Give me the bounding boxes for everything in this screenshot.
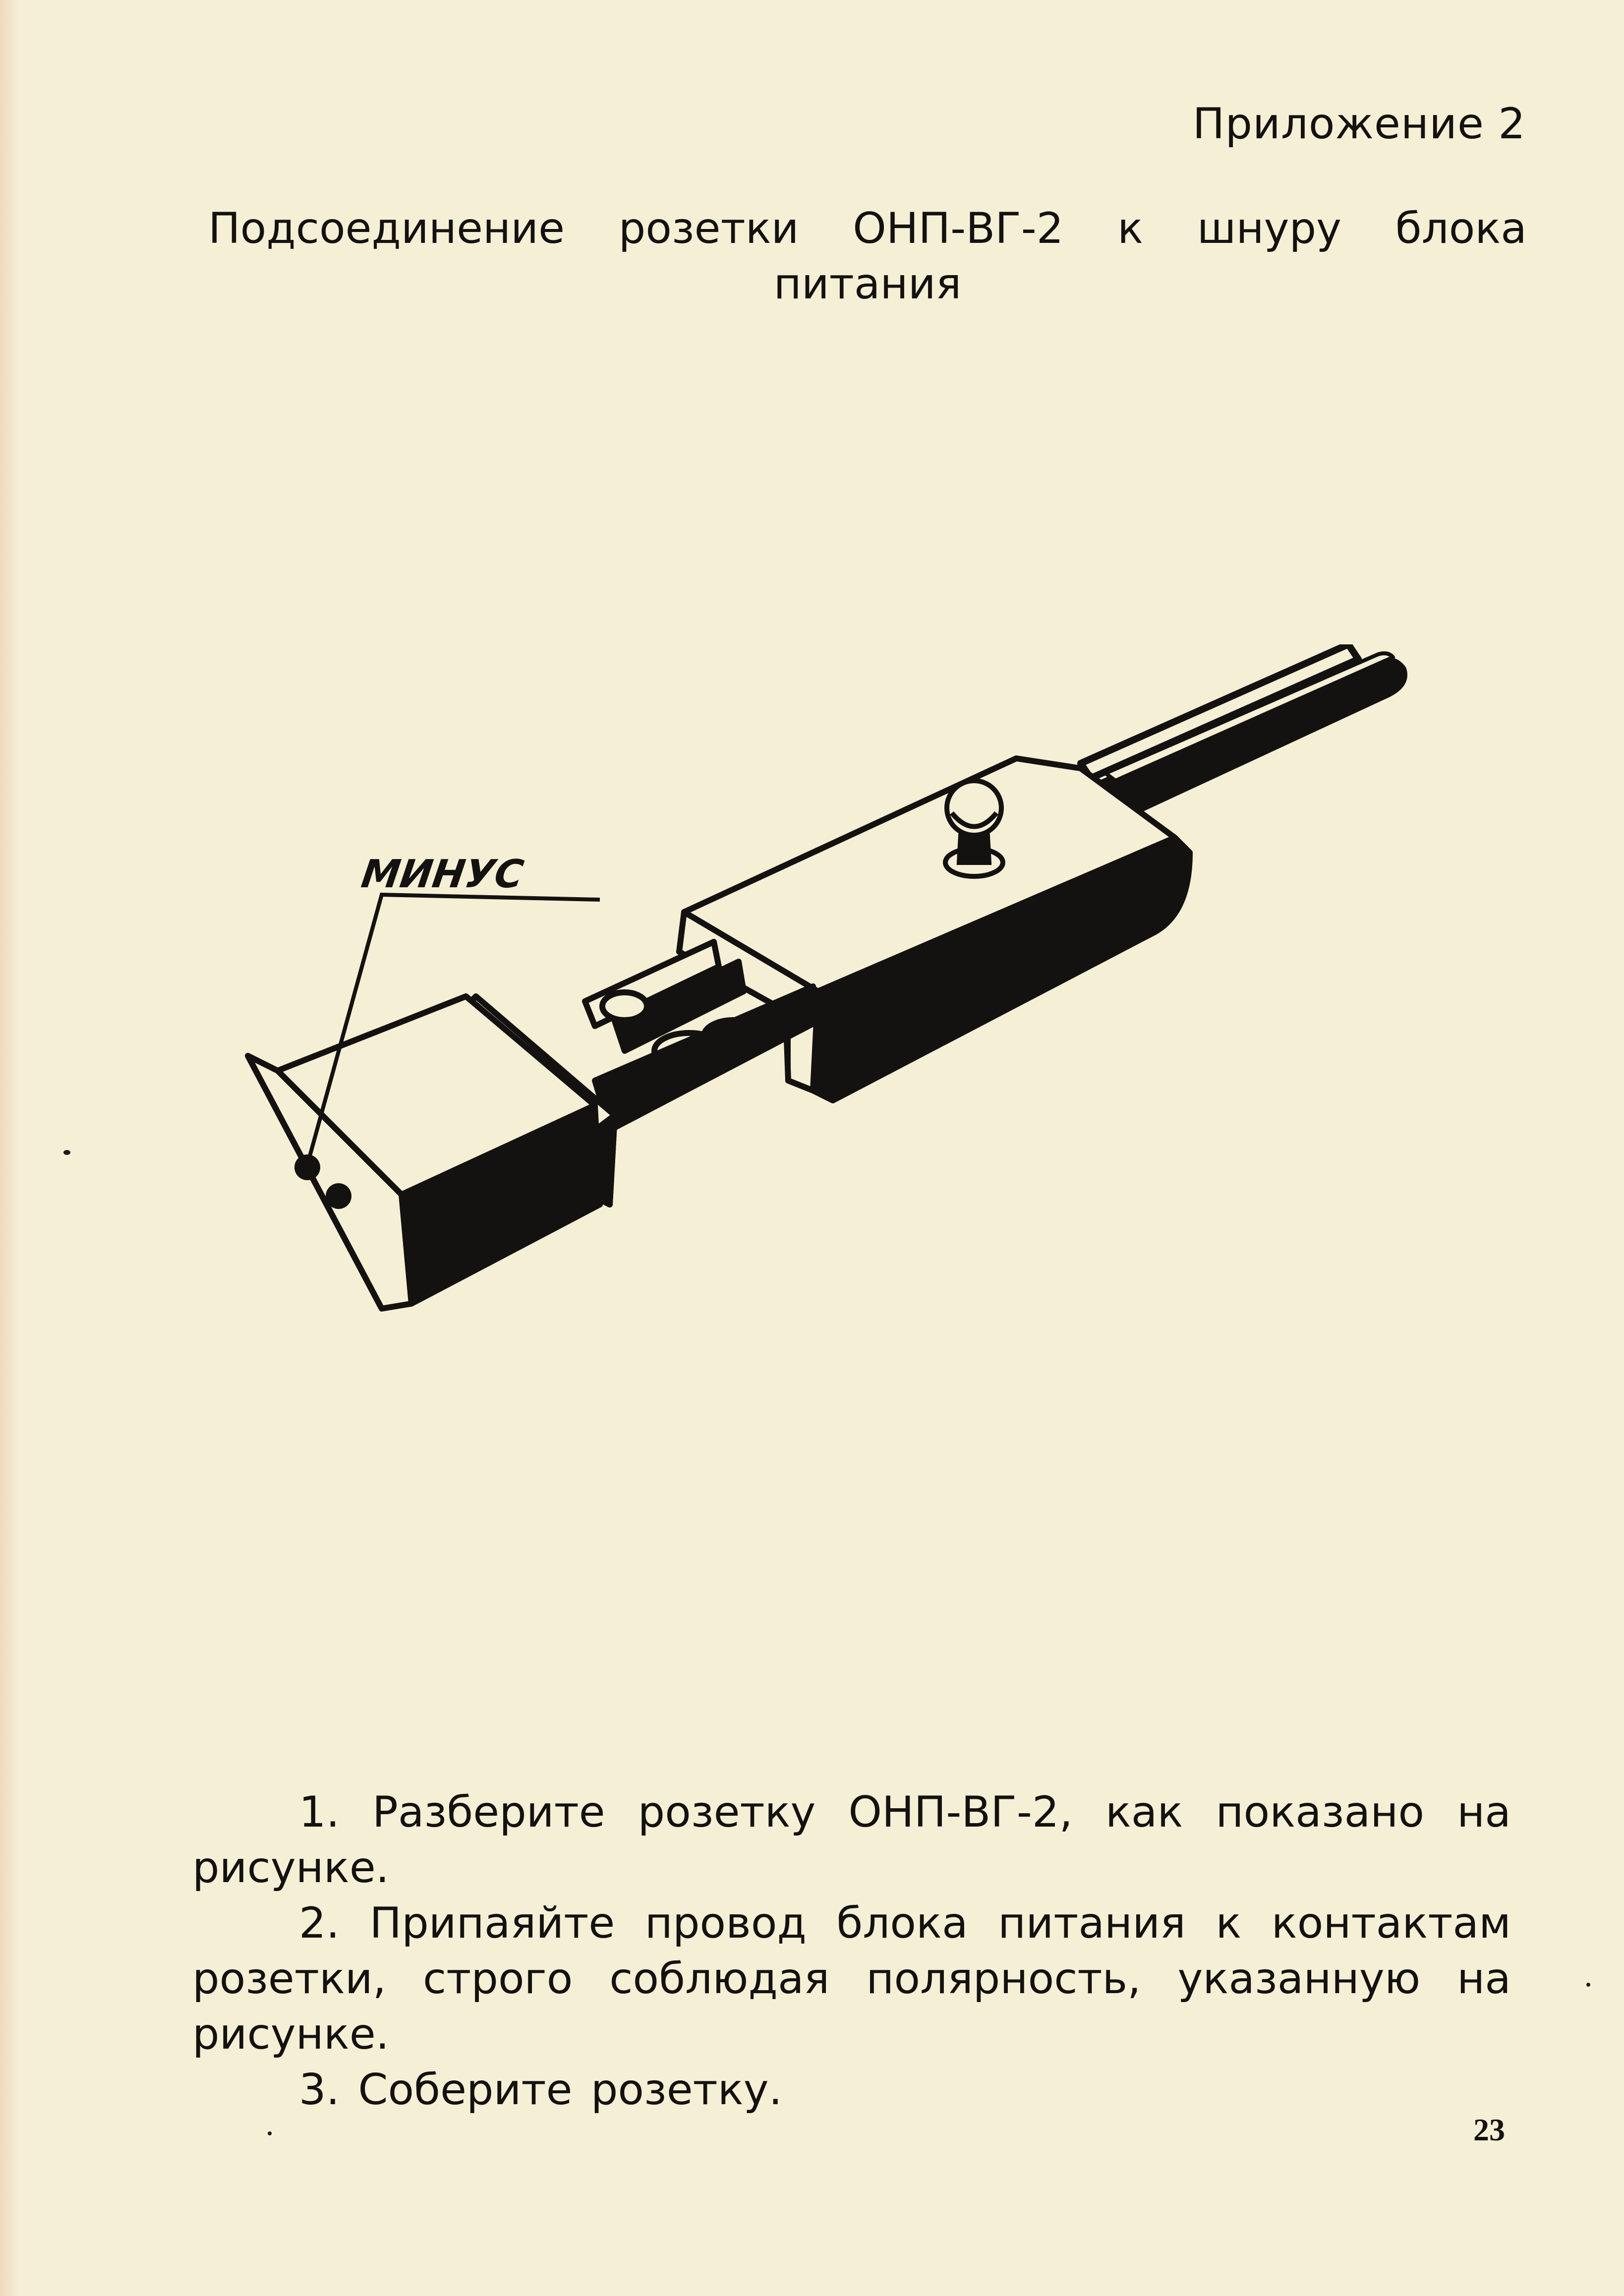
minus-label: МИНУС: [358, 852, 526, 897]
title-line-1: Подсоединение розетки ОНП-ВГ-2 к шнуру блока: [208, 204, 1527, 253]
instruction-step-3: 3. Соберите розетку.: [299, 2065, 782, 2115]
insulator-block: [248, 996, 600, 1309]
scan-speck: [1586, 1983, 1590, 1987]
instructions: [192, 1784, 1511, 2118]
instruction-step-1: 1. Разберите розетку ОНП-ВГ-2, как показано на рисунке.: [192, 1787, 1511, 1893]
page-title: [208, 201, 1527, 312]
socket-illustration: [218, 644, 1467, 1368]
scan-speck: [63, 1150, 70, 1155]
scan-speck: [268, 2131, 272, 2135]
power-cable: [1081, 644, 1404, 823]
page-number: 23: [1473, 2112, 1505, 2147]
title-line-2: питания: [773, 259, 962, 309]
cover-pin: [945, 781, 1003, 876]
instruction-step-2: 2. Припаяйте провод блока питания к контактам розетки, строго соблюдая полярность, указанную на рисунке.: [192, 1898, 1511, 2059]
appendix-heading: Приложение 2: [1192, 99, 1526, 149]
